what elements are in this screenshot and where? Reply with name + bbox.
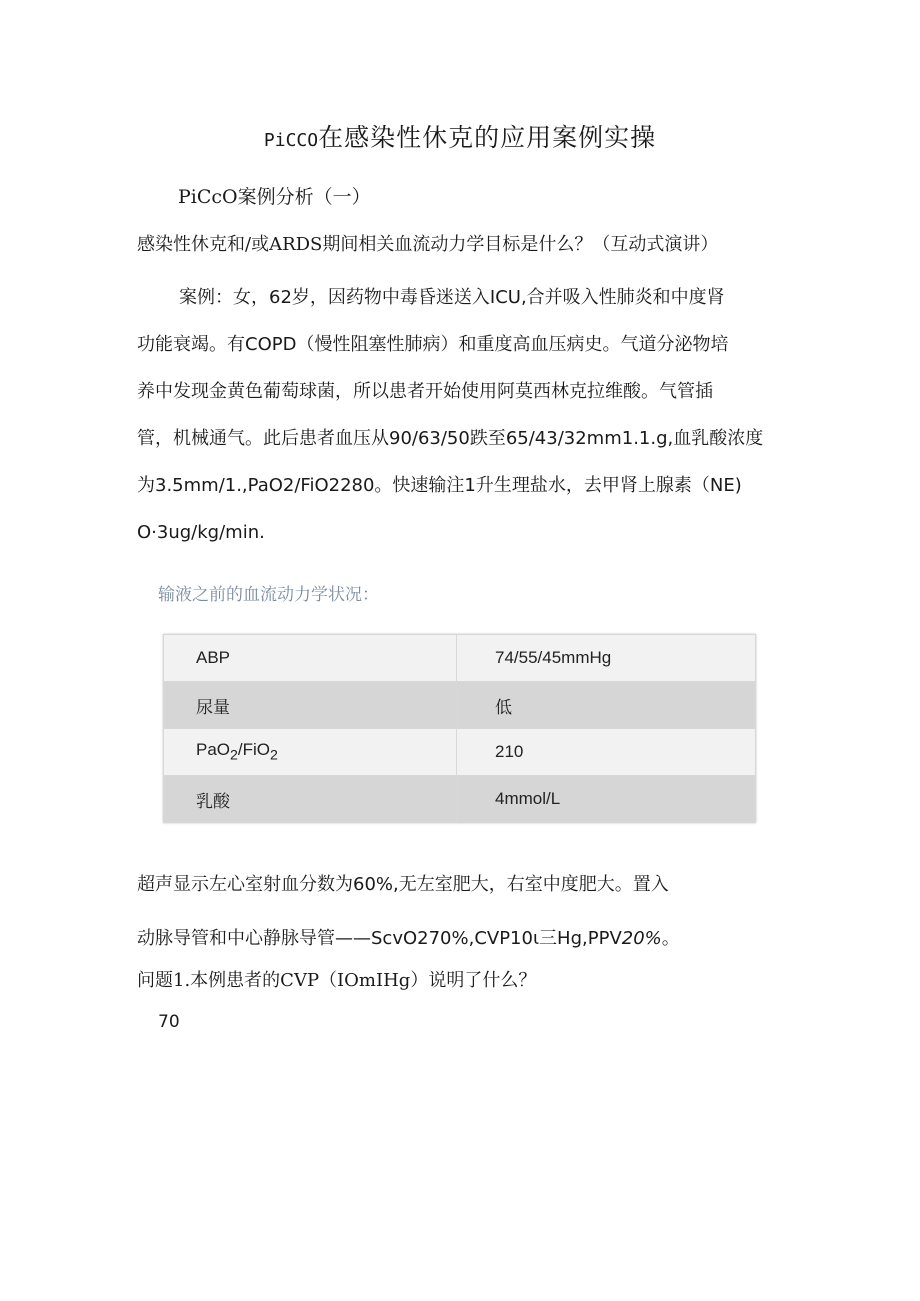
echo-line-italic: 20% bbox=[621, 928, 662, 949]
echo-line bbox=[137, 912, 680, 966]
table-row bbox=[164, 682, 756, 729]
case-line: 功能衰竭。有COPD（慢性阻塞性肺病）和重度高血压病史。气道分泌物培 bbox=[137, 334, 729, 355]
hemodynamic-table bbox=[163, 634, 756, 823]
question-1: 问题1.本例患者的CVP（IOmIHg）说明了什么？ bbox=[137, 970, 537, 991]
echo-paragraph bbox=[137, 858, 680, 966]
table-cell-value: 4mmol/L bbox=[457, 776, 756, 823]
case-line: 管，机械通气。此后患者血压从90/63/50跌至65/43/32mm1.1.g,血乳酸浓度 bbox=[137, 428, 764, 449]
page-number: 70 bbox=[158, 1012, 180, 1032]
table-cell-param bbox=[164, 729, 457, 776]
case-line: 为3.5mm/1.,PaO2/FiO2280。快速输注1升生理盐水，去甲肾上腺素（NE) bbox=[137, 475, 742, 496]
table-cell-value: 74/55/45mmHg bbox=[457, 635, 756, 682]
table-row bbox=[164, 729, 756, 776]
param-subscript: 2 bbox=[230, 747, 238, 764]
table-row bbox=[164, 635, 756, 682]
section-label: 输液之前的血流动力学状况： bbox=[158, 585, 379, 605]
case-paragraph bbox=[137, 274, 787, 556]
param-base: PaO bbox=[196, 740, 231, 760]
echo-line-main: 动脉导管和中心静脉导管——ScvO270%,CVP10ι三Hg,PPV bbox=[137, 928, 622, 949]
echo-line: 超声显示左心室射血分数为60%,无左室肥大，右室中度肥大。置入 bbox=[137, 874, 669, 895]
page-title bbox=[0, 118, 920, 154]
param-mid: /FiO bbox=[237, 740, 271, 760]
table-row bbox=[164, 776, 756, 823]
table-cell-param: 乳酸 bbox=[164, 776, 457, 823]
table-cell-param: 尿量 bbox=[164, 682, 457, 729]
title-text: 在感染性休克的应用案例实操 bbox=[318, 123, 657, 152]
table-cell-value: 低 bbox=[457, 682, 756, 729]
case-line: O·3ug/kg/min. bbox=[137, 522, 265, 543]
title-latin: PiCCO bbox=[263, 130, 319, 151]
echo-line-end: 。 bbox=[661, 928, 680, 949]
case-line: 养中发现金黄色葡萄球菌，所以患者开始使用阿莫西林克拉维酸。气管插 bbox=[137, 381, 713, 402]
param-subscript: 2 bbox=[270, 747, 278, 764]
case-line: 案例：女，62岁，因药物中毒昏迷送入ICU,合并吸入性肺炎和中度肾 bbox=[179, 287, 725, 308]
subtitle: PiCcO案例分析（一） bbox=[178, 186, 371, 208]
table-cell-value: 210 bbox=[457, 729, 756, 776]
table-cell-param: ABP bbox=[164, 635, 457, 682]
main-question: 感染性休克和/或ARDS期间相关血流动力学目标是什么？（互动式演讲） bbox=[137, 234, 719, 255]
